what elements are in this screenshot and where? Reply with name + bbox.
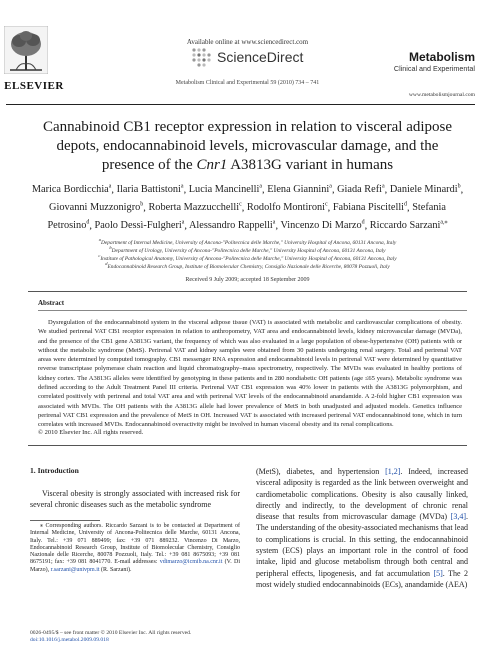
author-name: Rodolfo Montironi	[246, 202, 325, 214]
intro-text: . The 2 most widely studied endocannabinoids (ECs), anandamide (AEA)	[256, 568, 468, 589]
title-part-2: A3813G variant in humans	[227, 157, 394, 173]
author	[337, 184, 385, 195]
front-matter-info	[30, 630, 242, 644]
title-gene-name: Cnr1	[196, 157, 228, 173]
publisher-name: ELSEVIER	[4, 80, 64, 92]
title-part-1: Cannabinoid CB1 receptor expression in relation to visceral adipose depots, endocannabinoid levels, microvascular damage, and the presence of the	[42, 119, 453, 173]
sciencedirect-dots-icon	[190, 46, 212, 68]
author-name: Giada Refi	[337, 184, 382, 196]
citation-link[interactable]: [5]	[433, 568, 443, 578]
author-name: Daniele Minardi	[389, 184, 458, 196]
email-owner: (V. Di Marzo),	[30, 559, 240, 573]
author-affiliation-mark: a	[329, 184, 332, 190]
author	[390, 184, 461, 195]
author	[267, 184, 332, 195]
author-name: Ilaria Battistoni	[116, 184, 181, 196]
author-name: Alessandro Rappelli	[189, 220, 273, 232]
sciencedirect-logo	[190, 46, 303, 68]
author-affiliation-mark: a,⁎	[440, 219, 448, 226]
corresponding-author-footnote	[30, 523, 240, 574]
author	[32, 184, 112, 195]
journal-website-link[interactable]: www.metabolismjournal.com	[408, 92, 475, 98]
available-online-text: Available online at www.sciencedirect.com	[186, 38, 309, 46]
journal-citation: Metabolism Clinical and Experimental 59 (2010) 734 – 741	[175, 80, 320, 86]
author-name: Elena Giannini	[267, 184, 330, 196]
journal-title	[394, 50, 475, 73]
author-name: Giovanni Muzzonigro	[49, 202, 141, 214]
author-affiliation-mark: a	[272, 219, 276, 226]
journal-title-sub: Clinical and Experimental	[393, 64, 475, 73]
abstract-text: Dysregulation of the endocannabinoid system in the visceral adipose tissue (VAT) is associated with metabolic and cardiovascular complications of obesity. We studied perirenal VAT CB1 receptor expression in relation to anthropometry, VAT area and endocannabinoid levels, kidney microvascular damage (MVDa), and the presence of the CB1 gene A3813G variant, the frequency of which was also evaluated in a large population of obese-hypertensive (OH) patients with or without the metabolic syndrome (MetS). Perirenal VAT and kidney samples were obtained from 30 patients undergoing renal surgery. Total and perirenal VAT areas were determined by computed tomography. CB1 messenger RNA expression and endocannabinoid levels in perirenal VAT were determined by quantitative reverse transcriptase polymerase chain reaction and liquid chromatography–mass spectrometry, respectively. The MVDs was evaluated in healthy portions of kidney cortex. The A3813G alleles were identified by genotyping in these patients and in 280 nondiabetic OH patients (age ≤65 years). Metabolic syndrome was defined according to the Adult Treatment Panel III criteria. Perirenal VAT CB1 expression was 40% lower in patients with the A3813G polymorphism, and correlated positively with perirenal and total VAT area and with perirenal VAT levels of the endocannabinoid anandamide. A 2-fold higher CB1 expression was associated with MVDs. The OH patients with the A3813G allele had lower prevalence of MetS in both unadjusted and adjusted models. Genetics influence perirenal VAT CB1 expression and the prevalence of MetS in OH. Increased VAT is associated with increased perirenal VAT endocannabinoid tone, which in turn correlates with increased MVDs. Endocannabinoid overactivity might be involved in human visceral obesity and its renal complications.	[38, 319, 462, 429]
title-divider	[28, 291, 467, 292]
author-affiliation-mark: a	[180, 184, 184, 190]
author-affiliation-mark: c	[239, 201, 242, 208]
author-affiliation-mark: a	[259, 184, 263, 190]
abstract-heading: Abstract	[38, 299, 65, 307]
email-owner: (R. Sarzani).	[99, 566, 132, 573]
abstract-divider	[28, 445, 467, 446]
author	[148, 202, 241, 213]
article-title	[30, 118, 465, 175]
author	[247, 202, 328, 213]
received-dates: Received 9 July 2009; accepted 18 September 2009	[185, 277, 310, 283]
author-name: Lucia Mancinelli	[188, 184, 260, 196]
author	[333, 202, 407, 213]
affiliation-text: Institute of Pathological Anatomy, University of Ancona-"Politecnica delle Marche," University Hospital of Ancona, 60131 Ancona, Italy	[100, 255, 397, 262]
intro-text: (MetS), diabetes, and hypertension	[256, 467, 386, 476]
citation-link[interactable]: [3,4]	[450, 512, 466, 522]
affiliation-line: $^a$Department of Internal Medicine, University of Ancona-"Politecnica delle Marche," University Hospital of Ancona, 60131 Ancona, Italy	[98, 237, 397, 246]
intro-column-1: Visceral obesity is strongly associated with increased risk for several chronic diseases such as the metabolic syndrome	[30, 489, 240, 510]
front-matter-line: 0026-0495/$ – see front matter © 2010 Elsevier Inc. All rights reserved.	[30, 630, 192, 636]
author-affiliation-mark: a	[381, 184, 385, 190]
author-name: Paolo Dessì-Fulgheri	[94, 220, 182, 232]
affiliation-text: Department of Urology, University of Ancona-"Politecnica delle Marche," University Hospital of Ancona, 60131 Ancona, Italy	[111, 247, 386, 254]
author-name: Vincenzo Di Marzo	[280, 220, 362, 232]
author	[189, 220, 275, 231]
author-name: Marica Bordicchia	[31, 184, 109, 196]
section-heading: 1. Introduction	[30, 466, 79, 475]
header-divider	[6, 104, 475, 105]
author	[370, 220, 448, 231]
copyright-notice: © 2010 Elsevier Inc. All rights reserved.	[38, 429, 144, 436]
elsevier-tree-icon	[4, 26, 48, 74]
intro-text: . Indeed, increased visceral adiposity is regarded as the link between overweight and cardiometabolic complications. Obesity is also causally linked, directly and indirectly, to the development of chronic renal disease that results from microvascular damage (MVDa)	[256, 467, 469, 522]
email-link[interactable]: r.sarzani@univpm.it	[50, 566, 100, 573]
author-name: Roberta Mazzucchelli	[148, 202, 240, 214]
affiliation-text: Endocannabinoid Research Group, Institute of Biomolecular Chemistry, Consiglio Nazionale delle Ricerche, 80078 Pozzuoli, Italy	[107, 263, 390, 270]
author	[49, 202, 143, 213]
citation-link[interactable]: [1,2]	[385, 467, 401, 476]
author-name: Stefania Petrosino	[47, 202, 446, 232]
author-affiliation-mark: d	[404, 201, 408, 208]
doi-link[interactable]: doi:10.1016/j.metabol.2009.09.018	[30, 637, 109, 643]
author-affiliation-mark: c	[325, 201, 328, 208]
affiliation-line: $^d$Endocannabinoid Research Group, Institute of Biomolecular Chemistry, Consiglio Nazionale delle Ricerche, 80078 Pozzuoli, Italy	[105, 261, 390, 270]
author-affiliation-mark: b	[457, 184, 461, 190]
author-affiliation-mark: a	[108, 184, 112, 190]
email-link[interactable]: vdimarzo@icmib.na.cnr.it	[159, 559, 223, 566]
author	[117, 184, 184, 195]
author-name: Riccardo Sarzani	[369, 220, 441, 232]
footnote-text: ⁎ Corresponding authors. Riccardo Sarzani is to be contacted at Department of Internal Medicine, University of Ancona-Politecnica delle Marche, 60131 Ancona, Italy. Tel.: +39 071 889499; fax: +39 071 889232. Vincenzo Di Marzo, Endocannabinoid Research Group, Institute of Biomolecular Chemistry, Consiglio Nazionale delle Ricerche, 80078 Pozzuoli, Italy. Tel.: +39 081 8675093; +39 081 8675191; fax: +39 081 8041770.	[30, 523, 240, 566]
author	[95, 220, 185, 231]
intro-column-2	[256, 466, 468, 590]
email-label: E-mail addresses:	[114, 559, 160, 566]
affiliation-line: $^b$Department of Urology, University of Ancona-"Politecnica delle Marche," University Hospital of Ancona, 60131 Ancona, Italy	[109, 245, 386, 254]
author	[189, 184, 262, 195]
affiliation-line: $^c$Institute of Pathological Anatomy, University of Ancona-"Politecnica delle Marche," University Hospital of Ancona, 60131 Ancona, Italy	[98, 253, 397, 262]
intro-text: . The understanding of the obesity-associated mechanisms that lead to complications is crucial. In this setting, the endocannabinoid system (ECS) plays an important role in the control of food intake, lipid and glucose metabolism through both central and peripheral effects, lipogenesis, and fat accumulation	[256, 512, 468, 578]
author-list: Marica Bordicchia$^a$, Ilaria Battistoni$^a$, Lucia Mancinelli$^a$, Elena Giannini$^a$, Giada Refi$^a$, Daniele Minardi$^b$, Giovanni Muzzonigro$^b$, Roberta Mazzucchelli$^c$, Rodolfo Montironi$^c$, Fabiana Piscitelli$^d$, Stefania Petrosino$^d$, Paolo Dessì-Fulgheri$^a$, Alessandro Rappelli$^a$, Vincenzo Di Marzo$^d$, Riccardo Sarzani$^{a,⁎}$	[31, 184, 464, 232]
author-affiliation-mark: a	[181, 219, 185, 226]
author-affiliation-mark: d	[86, 219, 90, 226]
author-affiliation-mark: b	[140, 201, 144, 208]
author-affiliation-mark: d	[361, 219, 365, 226]
author	[280, 220, 364, 231]
sciencedirect-name: ScienceDirect	[217, 49, 304, 65]
author-name: Fabiana Piscitelli	[332, 202, 405, 214]
abstract-rule	[38, 310, 467, 311]
affiliation-text: Department of Internal Medicine, University of Ancona-"Politecnica delle Marche," University Hospital of Ancona, 60131 Ancona, Italy	[101, 239, 397, 246]
journal-title-main: Metabolism	[408, 50, 475, 64]
footnote-rule	[30, 520, 100, 521]
